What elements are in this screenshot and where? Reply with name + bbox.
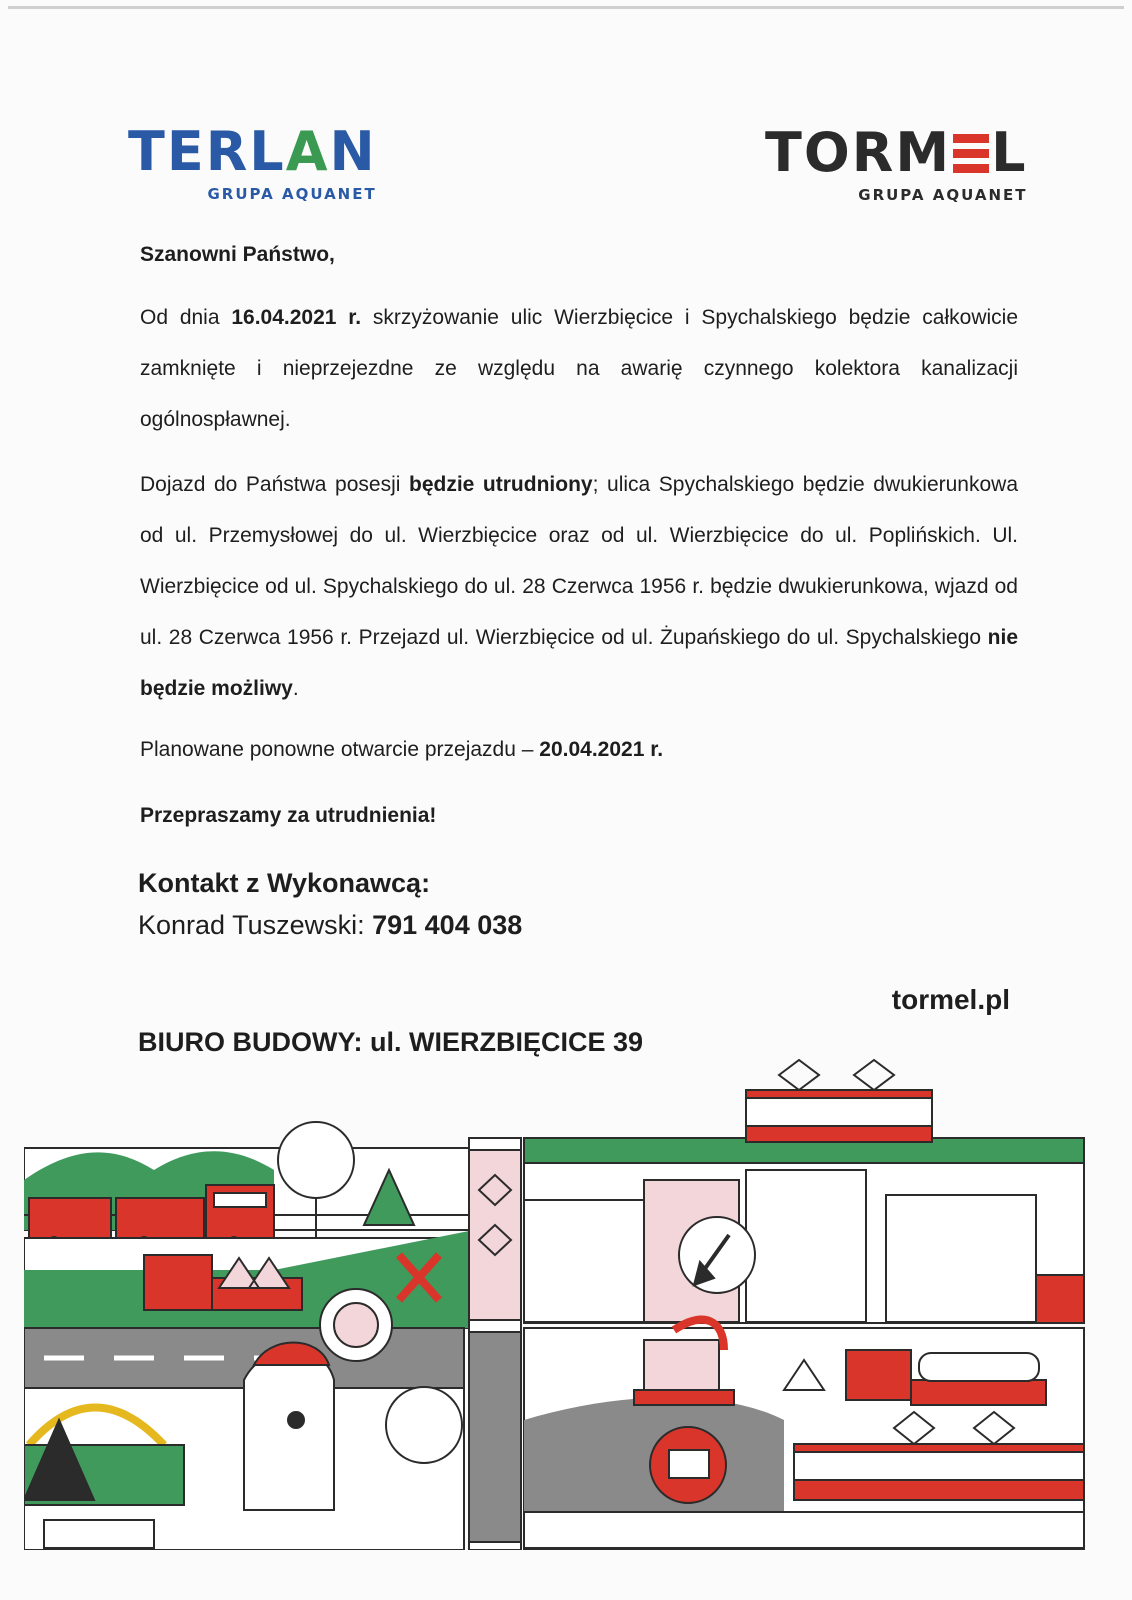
city-construction-illustration	[24, 1050, 1092, 1550]
contact-person: Konrad Tuszewski:	[138, 910, 373, 940]
p2-bold-2: nie będzie możliwy	[140, 626, 1018, 700]
paragraph-access	[140, 459, 1018, 714]
p2-text-b: ; ulica Spychalskiego będzie dwukierunkowa od ul. Przemysłowej do ul. Wierzbięcice oraz od ul. Wierzbięcice do ul. Poplińskich. Ul. Wierzbięcice od ul. Spychalskiego do ul. 28 Czerwca 1956 r. będzie dwukierunkowa, wjazd od ul. 28 Czerwca 1956 r. Przejazd ul. Wierzbięcice od ul. Żupańskiego do ul. Spychalskiego	[140, 473, 1019, 649]
terlan-logo	[128, 120, 377, 203]
p3-text-a: Planowane ponowne otwarcie przejazdu –	[140, 738, 540, 761]
p2-text-c: .	[292, 677, 299, 700]
scan-edge-line	[8, 6, 1124, 9]
contact-heading: Kontakt z Wykonawcą:	[138, 868, 431, 898]
tormel-group: GRUPA AQUANET	[858, 186, 1028, 204]
terlan-group: GRUPA AQUANET	[207, 185, 377, 203]
terlan-name-accent: A	[285, 120, 330, 183]
paragraph-closure	[140, 292, 1018, 445]
tormel-logo	[765, 121, 1028, 204]
reopen-date: 20.04.2021 r.	[539, 738, 664, 761]
terlan-name-start: TERL	[128, 120, 286, 183]
contact-block	[138, 862, 522, 946]
site-office-text: BIURO BUDOWY: ul. WIERZBIĘCICE 39	[138, 1027, 644, 1057]
terlan-wordmark	[128, 120, 377, 183]
p1-text-b: skrzyżowanie ulic Wierzbięcice i Spychalskiego będzie całkowicie zamknięte i nieprzejezdne ze względu na awarię czynnego kolektora kanalizacji ogólnospławnej.	[140, 306, 1018, 431]
contact-phone: 791 404 038	[372, 910, 523, 940]
terlan-name-end: N	[329, 120, 377, 183]
tram-top	[746, 1060, 932, 1142]
contact-line	[138, 904, 522, 946]
paragraph-reopen	[140, 724, 1018, 775]
p1-text-a: Od dnia	[140, 306, 232, 329]
website-text: tormel.pl	[891, 984, 1010, 1015]
p2-bold-1: będzie utrudniony	[409, 473, 593, 496]
p2-text-a: Dojazd do Państwa posesji	[140, 473, 409, 496]
tormel-red-e-icon	[953, 134, 989, 174]
tormel-name-start: TORM	[765, 121, 952, 184]
tormel-name-end: L	[991, 121, 1028, 184]
tormel-wordmark	[765, 121, 1028, 184]
closure-date: 16.04.2021 r.	[231, 306, 362, 329]
letter-greeting: Szanowni Państwo,	[140, 243, 335, 266]
apology-text: Przepraszamy za utrudnienia!	[140, 804, 437, 827]
